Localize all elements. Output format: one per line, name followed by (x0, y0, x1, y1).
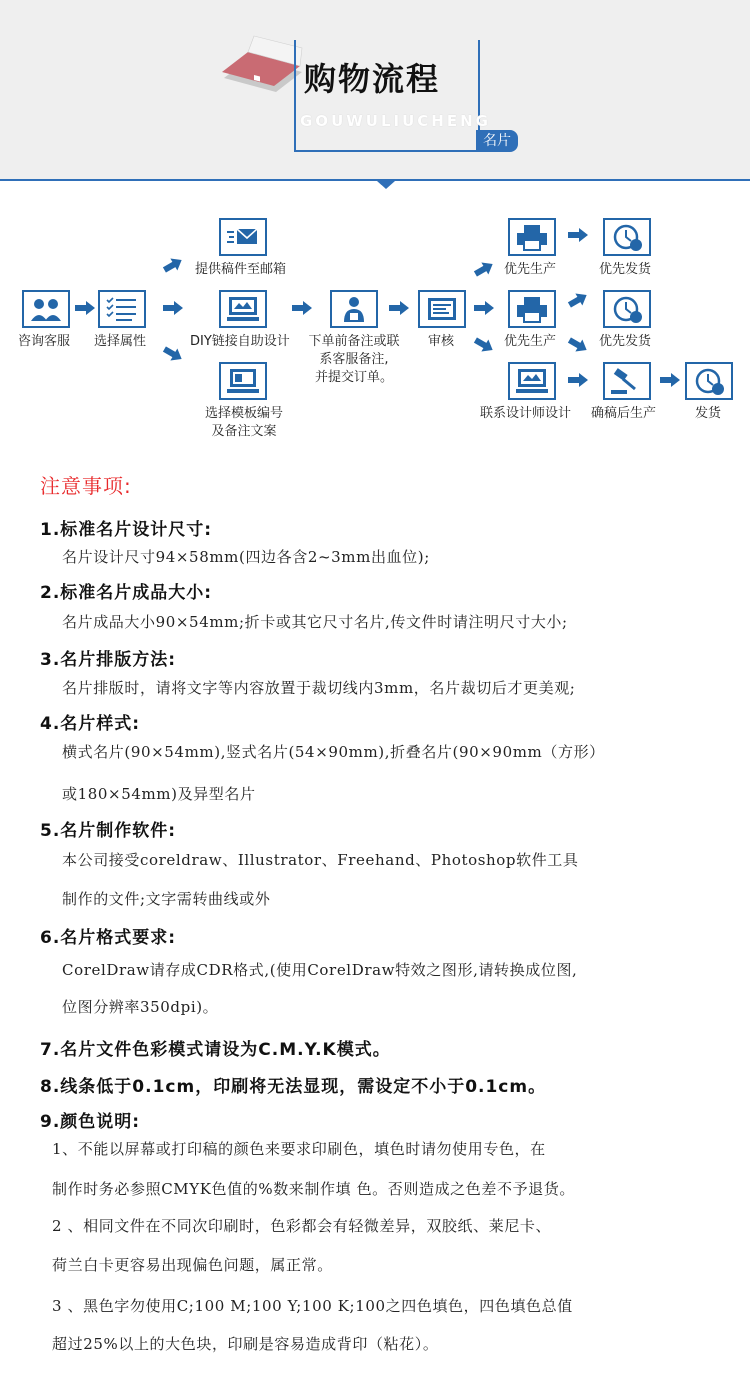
note-2-text: 名片成品大小90×54mm;折卡或其它尺寸名片,传文件时请注明尺寸大小; (62, 613, 568, 631)
note-9-text-2: 制作时务必参照CMYK色值的%数来制作填 色。否则造成之色差不予退货。 (52, 1180, 575, 1198)
note-9-text-3: 2 、相同文件在不同次印刷时，色彩都会有轻微差异，双胶纸、莱尼卡、 (52, 1217, 552, 1235)
email-icon (219, 218, 267, 256)
note-3-heading: 3.名片排版方法: (40, 650, 177, 670)
printer-icon (508, 290, 556, 328)
step-order-label-1: 下单前备注或联 (308, 334, 400, 349)
category-tag: 名片 (476, 130, 518, 152)
note-5-text-1: 本公司接受coreldraw、Illustrator、Freehand、Photoshop软件工具 (62, 851, 579, 869)
note-8-heading: 8.线条低于0.1cm，印刷将无法显现，需设定不小于0.1cm。 (40, 1077, 547, 1097)
business-card-icon (218, 34, 304, 94)
arrow-right-icon (568, 373, 588, 387)
review-document-icon (418, 290, 466, 328)
note-9-text-1: 1、不能以屏幕或打印稿的颜色来要求印刷色，填色时请勿使用专色，在 (52, 1140, 546, 1158)
step-template-label-1: 选择模板编号 (204, 406, 283, 421)
checklist-icon (98, 290, 146, 328)
arrow-up-right-icon (472, 258, 496, 280)
step-order-label-2: 系客服备注, (319, 352, 389, 367)
computer-design-icon (219, 290, 267, 328)
note-6-text-2: 位图分辨率350dpi)。 (62, 998, 219, 1016)
step-order-label-3: 并提交订单。 (314, 370, 393, 385)
arrow-right-icon (474, 301, 494, 315)
note-5-text-2: 制作的文件;文字需转曲线或外 (62, 890, 271, 908)
template-laptop-icon (219, 362, 267, 400)
note-1-heading: 1.标准名片设计尺寸: (40, 520, 213, 540)
step-priority-production-label: 优先生产 (504, 334, 557, 349)
note-9-text-5: 3 、黑色字勿使用C;100 M;100 Y;100 K;100之四色填色，四色填色总值 (52, 1297, 573, 1315)
arrow-down-right-icon (472, 334, 496, 356)
note-9-heading: 9.颜色说明: (40, 1112, 141, 1132)
step-ship-label: 发货 (695, 406, 722, 421)
note-3-text: 名片排版时，请将文字等内容放置于裁切线内3mm，名片裁切后才更美观; (62, 679, 576, 697)
step-template-label-2: 及备注文案 (211, 424, 277, 439)
arrow-right-icon (292, 301, 312, 315)
note-2-heading: 2.标准名片成品大小: (40, 583, 213, 603)
arrow-up-right-icon (161, 254, 185, 276)
step-confirm-produce-label: 确稿后生产 (591, 406, 657, 421)
step-diy-label: DIY链接自助设计 (190, 334, 290, 349)
note-4-text-2: 或180×54mm)及异型名片 (62, 785, 256, 803)
page-title: 购物流程 (304, 60, 441, 98)
person-order-icon (330, 290, 378, 328)
designer-computer-icon (508, 362, 556, 400)
note-9-text-6: 超过25%以上的大色块，印刷是容易造成背印（粘花）。 (52, 1335, 439, 1353)
printer-icon (508, 218, 556, 256)
page-subtitle: GOUWULIUCHENG (300, 112, 491, 130)
note-6-text-1: CorelDraw请存成CDR格式,(使用CorelDraw特效之图形,请转换成位图, (62, 961, 578, 979)
step-priority-ship-label: 优先发货 (599, 262, 652, 277)
header-pointer (377, 181, 395, 189)
step-priority-production-label: 优先生产 (504, 262, 557, 277)
step-consult-label: 咨询客服 (18, 334, 71, 349)
arrow-right-icon (389, 301, 409, 315)
notes-title: 注意事项: (40, 474, 132, 498)
note-9-text-4: 荷兰白卡更容易出现偏色问题，属正常。 (52, 1256, 333, 1274)
step-contact-designer-label: 联系设计师设计 (480, 406, 572, 421)
clock-24h-icon (603, 218, 651, 256)
arrow-right-icon (75, 301, 95, 315)
arrow-right-icon (163, 301, 183, 315)
clock-24h-icon (603, 290, 651, 328)
step-provide-email-label: 提供稿件至邮箱 (195, 262, 287, 277)
arrow-right-icon (568, 228, 588, 242)
note-4-heading: 4.名片样式: (40, 714, 141, 734)
arrow-right-icon (660, 373, 680, 387)
note-7-heading: 7.名片文件色彩模式请设为C.M.Y.K模式。 (40, 1040, 391, 1060)
arrow-down-right-icon (161, 343, 185, 365)
step-priority-ship-label: 优先发货 (599, 334, 652, 349)
arrow-up-right-icon (566, 289, 590, 311)
header-divider (0, 179, 750, 181)
note-5-heading: 5.名片制作软件: (40, 821, 177, 841)
customer-service-icon (22, 290, 70, 328)
arrow-down-right-icon (566, 334, 590, 356)
gavel-confirm-icon (603, 362, 651, 400)
note-4-text-1: 横式名片(90×54mm),竖式名片(54×90mm),折叠名片(90×90mm（方形） (62, 743, 605, 761)
step-select-attr-label: 选择属性 (94, 334, 147, 349)
note-6-heading: 6.名片格式要求: (40, 928, 177, 948)
step-review-label: 审核 (428, 334, 455, 349)
clock-24h-icon (685, 362, 733, 400)
note-1-text: 名片设计尺寸94×58mm(四边各含2~3mm出血位); (62, 548, 430, 566)
